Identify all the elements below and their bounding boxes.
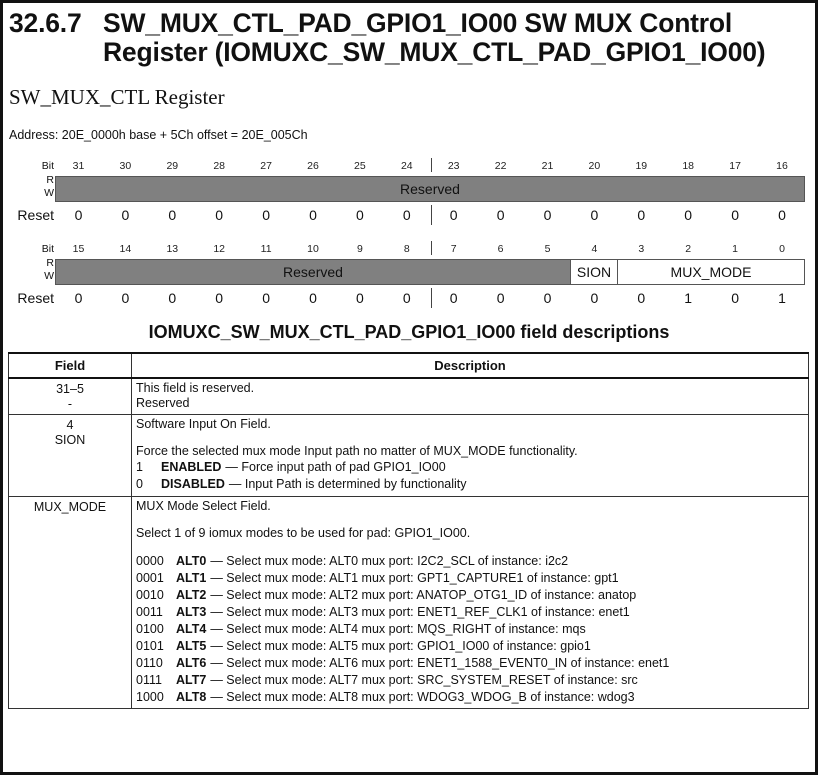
field-bits: 4 bbox=[66, 418, 74, 432]
enum-name: ALT2 bbox=[176, 588, 207, 602]
heading-line-1: SW_MUX_CTL_PAD_GPIO1_IO00 SW MUX Control bbox=[103, 8, 733, 38]
read-row-label: R bbox=[46, 257, 54, 269]
enum-description: — Force input path of pad GPIO1_IO00 bbox=[225, 460, 446, 474]
reset-value: 0 bbox=[74, 290, 83, 306]
enum-item bbox=[136, 604, 804, 621]
reset-value: 0 bbox=[168, 207, 177, 223]
bit-number: 23 bbox=[447, 160, 460, 172]
reset-value: 0 bbox=[637, 207, 646, 223]
reset-row-label: Reset bbox=[17, 207, 54, 223]
field-mux-mode bbox=[617, 259, 805, 285]
enum-name: DISABLED bbox=[161, 477, 225, 491]
enum-code: 1 bbox=[136, 460, 143, 474]
reset-value: 0 bbox=[496, 207, 505, 223]
reset-value: 0 bbox=[684, 207, 693, 223]
bit-number: 29 bbox=[166, 160, 179, 172]
bit-number: 22 bbox=[494, 160, 507, 172]
description-detail: Select 1 of 9 iomux modes to be used for pad: GPIO1_IO00. bbox=[136, 526, 471, 540]
register-address: Address: 20E_0000h base + 5Ch offset = 20E_005Ch bbox=[9, 128, 308, 142]
enum-code: 0101 bbox=[136, 639, 164, 653]
enum-code: 0100 bbox=[136, 622, 164, 636]
enum-code: 0011 bbox=[136, 605, 163, 619]
reset-value: 0 bbox=[778, 207, 786, 223]
field-name: MUX_MODE bbox=[33, 500, 107, 514]
bit-number: 18 bbox=[682, 160, 695, 172]
enum-name: ALT6 bbox=[176, 656, 207, 670]
bit-number: 21 bbox=[541, 160, 554, 172]
reset-value: 0 bbox=[590, 207, 599, 223]
description-summary: This field is reserved. bbox=[136, 381, 255, 395]
reset-value: 1 bbox=[684, 290, 693, 306]
description-summary: MUX Mode Select Field. bbox=[136, 499, 271, 513]
bit-number: 31 bbox=[72, 160, 85, 172]
enum-description: — Select mux mode: ALT1 mux port: GPT1_CAPTURE1 of instance: gpt1 bbox=[210, 571, 619, 585]
table-title: IOMUXC_SW_MUX_CTL_PAD_GPIO1_IO00 field descriptions bbox=[148, 322, 670, 342]
field-cell bbox=[9, 497, 132, 709]
reset-value: 0 bbox=[496, 290, 505, 306]
enum-code: 0010 bbox=[136, 588, 164, 602]
enum-list bbox=[136, 553, 804, 706]
column-header-description: Description bbox=[132, 353, 809, 378]
section-number: 32.6.7 bbox=[9, 8, 82, 38]
field-name: SION bbox=[54, 433, 86, 447]
bit-number: 4 bbox=[591, 243, 598, 255]
bit-number: 26 bbox=[307, 160, 319, 172]
reset-value: 0 bbox=[402, 207, 411, 223]
bit-number: 12 bbox=[213, 243, 226, 255]
bit-number: 1 bbox=[732, 243, 739, 255]
description-detail: Reserved bbox=[136, 396, 190, 410]
reset-value: 0 bbox=[355, 207, 364, 223]
enum-name: ALT3 bbox=[176, 605, 207, 619]
bit-number: 8 bbox=[403, 243, 410, 255]
enum-list bbox=[136, 459, 804, 493]
table-row bbox=[9, 497, 809, 709]
reset-value: 0 bbox=[355, 290, 364, 306]
enum-item bbox=[136, 459, 804, 476]
bit-number: 19 bbox=[635, 160, 648, 172]
write-row-label: W bbox=[44, 187, 54, 199]
field-name: - bbox=[67, 397, 73, 411]
write-row-label: W bbox=[44, 270, 54, 282]
enum-name: ALT1 bbox=[176, 571, 207, 585]
bit-number: 13 bbox=[166, 243, 179, 255]
bit-number: 16 bbox=[776, 160, 788, 172]
table-header-row bbox=[9, 353, 809, 378]
field-cell bbox=[9, 378, 132, 415]
enum-item bbox=[136, 476, 804, 493]
reset-value: 0 bbox=[309, 207, 317, 223]
enum-item bbox=[136, 570, 804, 587]
table-row bbox=[9, 378, 809, 415]
enum-description: — Select mux mode: ALT3 mux port: ENET1_REF_CLK1 of instance: enet1 bbox=[210, 605, 630, 619]
enum-item bbox=[136, 553, 804, 570]
reset-value: 0 bbox=[731, 290, 739, 306]
reset-value: 0 bbox=[543, 290, 552, 306]
table-row bbox=[9, 415, 809, 497]
enum-name: ALT4 bbox=[176, 622, 207, 636]
enum-code: 0111 bbox=[136, 673, 162, 687]
reset-value: 0 bbox=[449, 207, 458, 223]
bit-number: 3 bbox=[638, 243, 645, 255]
bit-number: 17 bbox=[729, 160, 741, 172]
enum-item bbox=[136, 672, 804, 689]
reset-value: 1 bbox=[778, 290, 786, 306]
byte-divider bbox=[431, 158, 432, 172]
reset-value: 0 bbox=[262, 207, 270, 223]
bit-row-label: Bit bbox=[41, 160, 54, 172]
register-subtitle: SW_MUX_CTL Register bbox=[9, 85, 225, 109]
bit-row-label: Bit bbox=[41, 243, 54, 255]
enum-name: ALT0 bbox=[176, 554, 207, 568]
enum-item bbox=[136, 638, 804, 655]
enum-code: 0110 bbox=[136, 656, 163, 670]
enum-code: 1000 bbox=[136, 690, 164, 704]
reset-value: 0 bbox=[74, 207, 83, 223]
reset-value: 0 bbox=[402, 290, 411, 306]
field-reserved-lower bbox=[55, 259, 571, 285]
bit-number: 15 bbox=[72, 243, 85, 255]
reset-value: 0 bbox=[262, 290, 270, 306]
byte-divider bbox=[431, 205, 432, 225]
field-label: MUX_MODE bbox=[670, 264, 752, 280]
enum-name: ALT7 bbox=[176, 673, 207, 687]
enum-code: 0000 bbox=[136, 554, 164, 568]
enum-code: 0 bbox=[136, 477, 143, 491]
reset-row-label: Reset bbox=[17, 290, 54, 306]
enum-item bbox=[136, 587, 804, 604]
bit-number: 6 bbox=[497, 243, 504, 255]
bit-number: 0 bbox=[779, 243, 785, 255]
description-summary: Software Input On Field. bbox=[136, 417, 271, 431]
enum-description: — Select mux mode: ALT6 mux port: ENET1_1588_EVENT0_IN of instance: enet1 bbox=[210, 656, 670, 670]
field-label: Reserved bbox=[283, 264, 343, 280]
enum-description: — Select mux mode: ALT8 mux port: WDOG3_WDOG_B of instance: wdog3 bbox=[210, 690, 635, 704]
description-cell bbox=[132, 415, 809, 497]
reset-value: 0 bbox=[543, 207, 552, 223]
bit-number: 27 bbox=[260, 160, 272, 172]
reset-value: 0 bbox=[637, 290, 646, 306]
heading-line-2: Register (IOMUXC_SW_MUX_CTL_PAD_GPIO1_IO00) bbox=[103, 37, 766, 67]
reset-value: 0 bbox=[590, 290, 599, 306]
field-sion bbox=[570, 259, 618, 285]
reset-value: 0 bbox=[121, 290, 130, 306]
enum-description: — Select mux mode: ALT2 mux port: ANATOP_OTG1_ID of instance: anatop bbox=[210, 588, 637, 602]
field-bits: 31–5 bbox=[56, 382, 84, 396]
enum-description: — Select mux mode: ALT0 mux port: I2C2_SCL of instance: i2c2 bbox=[210, 554, 569, 568]
bit-number: 25 bbox=[354, 160, 366, 172]
byte-divider bbox=[431, 288, 432, 308]
enum-item bbox=[136, 689, 804, 706]
description-detail: Force the selected mux mode Input path no matter of MUX_MODE functionality. bbox=[136, 444, 578, 458]
reset-value: 0 bbox=[121, 207, 130, 223]
field-label: SION bbox=[576, 264, 612, 280]
bit-number: 28 bbox=[213, 160, 226, 172]
bit-number: 7 bbox=[450, 243, 457, 255]
bit-number: 30 bbox=[119, 160, 132, 172]
bit-number: 5 bbox=[544, 243, 551, 255]
enum-description: — Select mux mode: ALT4 mux port: MQS_RIGHT of instance: mqs bbox=[210, 622, 586, 636]
reset-value: 0 bbox=[215, 207, 224, 223]
reset-value: 0 bbox=[215, 290, 224, 306]
reset-value: 0 bbox=[168, 290, 177, 306]
bit-number: 10 bbox=[307, 243, 319, 255]
enum-name: ENABLED bbox=[161, 460, 222, 474]
enum-name: ALT5 bbox=[176, 639, 207, 653]
enum-name: ALT8 bbox=[176, 690, 207, 704]
field-reserved-upper bbox=[55, 176, 805, 202]
enum-description: — Select mux mode: ALT7 mux port: SRC_SYSTEM_RESET of instance: src bbox=[210, 673, 638, 687]
field-descriptions-table bbox=[8, 352, 809, 709]
read-row-label: R bbox=[46, 174, 54, 186]
enum-description: — Select mux mode: ALT5 mux port: GPIO1_IO00 of instance: gpio1 bbox=[210, 639, 591, 653]
bit-number: 9 bbox=[356, 243, 363, 255]
bit-number: 20 bbox=[588, 160, 601, 172]
description-cell bbox=[132, 378, 809, 415]
description-cell bbox=[132, 497, 809, 709]
bit-number: 24 bbox=[400, 160, 413, 172]
bit-number: 14 bbox=[119, 243, 132, 255]
enum-code: 0001 bbox=[136, 571, 164, 585]
reset-value: 0 bbox=[309, 290, 317, 306]
enum-item bbox=[136, 655, 804, 672]
enum-item bbox=[136, 621, 804, 638]
reset-value: 0 bbox=[449, 290, 458, 306]
field-label: Reserved bbox=[400, 181, 460, 197]
bit-number: 11 bbox=[260, 243, 272, 255]
bit-number: 2 bbox=[685, 243, 692, 255]
field-cell bbox=[9, 415, 132, 497]
reset-value: 0 bbox=[731, 207, 739, 223]
enum-description: — Input Path is determined by functionality bbox=[228, 477, 467, 491]
section-heading bbox=[9, 9, 809, 67]
byte-divider bbox=[431, 241, 432, 255]
column-header-field: Field bbox=[9, 353, 132, 378]
